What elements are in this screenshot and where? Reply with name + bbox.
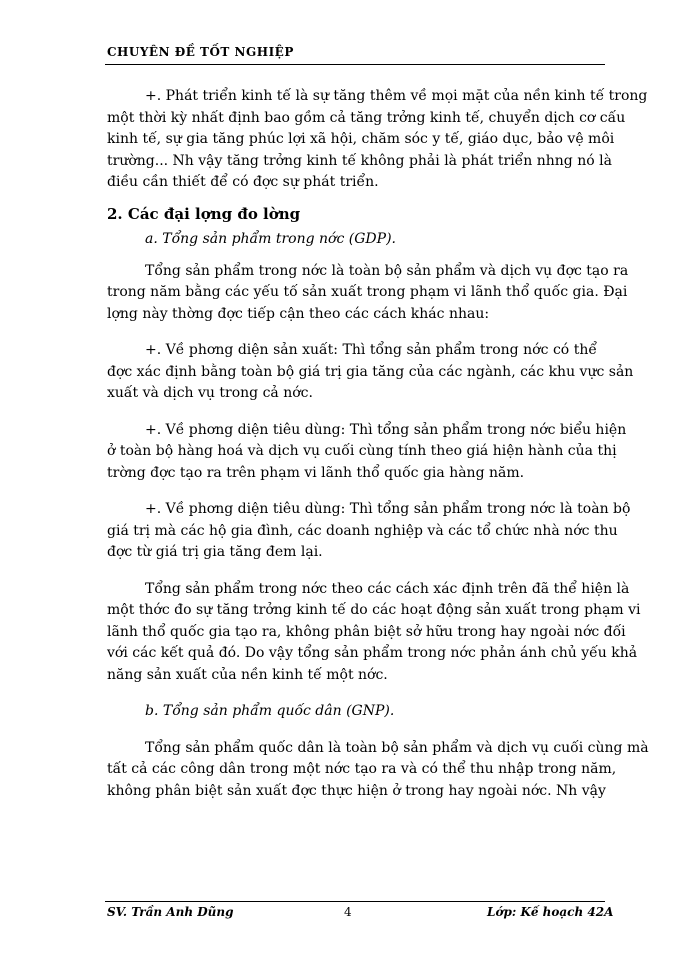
footer-rule — [105, 901, 605, 902]
text-line: ở toàn bộ hàng hoá và dịch vụ cuối cùng tính theo giá hiện hành của thị — [107, 443, 617, 459]
footer-class: Lớp: Kế hoạch 42A — [487, 905, 614, 919]
text-line: +. Về phơng diện sản xuất: Thì tổng sản phẩm trong nớc có thể — [145, 342, 597, 358]
text-line: trờng đợc tạo ra trên phạm vi lãnh thổ quốc gia hàng năm. — [107, 464, 525, 481]
paragraph-5 — [107, 499, 631, 564]
text-line: với các kết quả đó. Do vậy tổng sản phẩm trong nớc phản ánh chủ yếu khả — [107, 645, 638, 661]
text-line: đợc từ giá trị gia tăng đem lại. — [107, 544, 323, 560]
text-line: trong năm bằng các yếu tố sản xuất trong phạm vi lãnh thổ quốc gia. Đại — [107, 284, 628, 300]
paragraph-2 — [107, 261, 629, 326]
text-line: năng sản xuất của nền kinh tế một nớc. — [107, 666, 388, 683]
text-line: +. Về phơng diện tiêu dùng: Thì tổng sản phẩm trong nớc là toàn bộ — [145, 501, 631, 517]
header-rule — [105, 64, 605, 65]
paragraph-6 — [107, 579, 641, 687]
text-line: một thớc đo sự tăng trởng kinh tế do các hoạt động sản xuất trong phạm vi — [107, 602, 641, 618]
subsection-heading-gnp: b. Tổng sản phẩm quốc dân (GNP). — [145, 703, 395, 719]
page-number: 4 — [344, 905, 352, 919]
footer-author: SV. Trần Anh Dũng — [107, 905, 234, 919]
page-header-title: CHUYÊN ĐỀ TỐT NGHIỆP — [107, 45, 294, 59]
text-line: Tổng sản phẩm quốc dân là toàn bộ sản phẩm và dịch vụ cuối cùng mà — [145, 739, 649, 756]
text-line: Tổng sản phẩm trong nớc là toàn bộ sản phẩm và dịch vụ đợc tạo ra — [145, 262, 629, 279]
text-line: không phân biệt sản xuất đợc thực hiện ở trong hay ngoài nớc. Nh vậy — [107, 782, 606, 799]
document-body — [107, 86, 649, 802]
text-line: xuất và dịch vụ trong cả nớc. — [107, 385, 313, 401]
text-line: giá trị mà các hộ gia đình, các doanh nghiệp và các tổ chức nhà nớc thu — [107, 522, 618, 539]
text-line: tất cả các công dân trong một nớc tạo ra và có thể thu nhập trong năm, — [107, 761, 617, 777]
text-line: Tổng sản phẩm trong nớc theo các cách xác định trên đã thể hiện là — [145, 580, 630, 597]
paragraph-1 — [107, 86, 648, 194]
text-line: +. Về phơng diện tiêu dùng: Thì tổng sản phẩm trong nớc biểu hiện — [145, 421, 627, 438]
text-line: đợc xác định bằng toàn bộ giá trị gia tăng của các ngành, các khu vực sản — [107, 363, 634, 380]
text-line: +. Phát triển kinh tế là sự tăng thêm về mọi mặt của nền kinh tế trong — [145, 88, 648, 104]
section-heading: 2. Các đại lợng đo lờng — [107, 204, 301, 223]
text-line: một thời kỳ nhất định bao gồm cả tăng trởng kinh tế, chuyển dịch cơ cấu — [107, 109, 626, 126]
paragraph-3 — [107, 340, 634, 405]
text-line: trường... Nh vậy tăng trởng kinh tế không phải là phát triển nhng nó là — [107, 152, 612, 169]
text-line: kinh tế, sự gia tăng phúc lợi xã hội, chăm sóc y tế, giáo dục, bảo vệ môi — [107, 131, 615, 147]
text-line: lãnh thổ quốc gia tạo ra, không phân biệt sở hữu trong hay ngoài nớc đối — [107, 623, 626, 640]
text-line: điều cần thiết để có đợc sự phát triển. — [107, 174, 379, 190]
paragraph-7 — [107, 738, 649, 803]
paragraph-4 — [107, 420, 627, 485]
subsection-heading-gdp: a. Tổng sản phẩm trong nớc (GDP). — [145, 231, 396, 247]
text-line: lợng này thờng đợc tiếp cận theo các cách khác nhau: — [107, 305, 490, 322]
